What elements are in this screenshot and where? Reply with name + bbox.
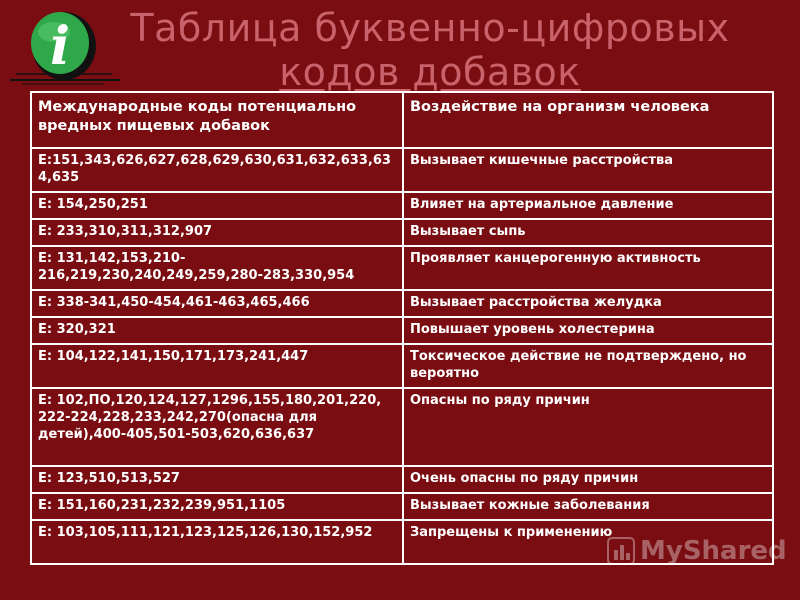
table-row (31, 317, 773, 344)
table-row (31, 219, 773, 246)
cell-codes: Е: 151,160,231,232,239,951,1105 (31, 493, 403, 520)
table-row (31, 246, 773, 290)
title-line-2: кодов добавок (279, 50, 581, 94)
table-row (31, 344, 773, 388)
cell-effect: Влияет на артериальное давление (403, 192, 773, 219)
cell-codes: Е: 338-341,450-454,461-463,465,466 (31, 290, 403, 317)
cell-codes: Е: 123,510,513,527 (31, 466, 403, 493)
page-title (100, 6, 760, 94)
cell-codes: Е: 102,ПО,120,124,127,1296,155,180,201,220, 222-224,228,233,242,270(опасна для детей),400-405,501-503,620,636,637 (31, 388, 403, 466)
myshared-logo-icon (606, 536, 636, 566)
table-row (31, 388, 773, 466)
table-row (31, 148, 773, 192)
cell-effect: Опасны по ряду причин (403, 388, 773, 466)
cell-codes: Е: 131,142,153,210-216,219,230,240,249,259,280-283,330,954 (31, 246, 403, 290)
table-row (31, 290, 773, 317)
table-row (31, 192, 773, 219)
cell-effect: Вызывает кожные заболевания (403, 493, 773, 520)
cell-codes: Е: 320,321 (31, 317, 403, 344)
cell-codes: Е: 104,122,141,150,171,173,241,447 (31, 344, 403, 388)
table-row (31, 466, 773, 493)
table-header-row (31, 92, 773, 148)
cell-codes: Е: 233,310,311,312,907 (31, 219, 403, 246)
cell-effect: Токсическое действие не подтверждено, но вероятно (403, 344, 773, 388)
header-effect: Воздействие на организм человека (403, 92, 773, 148)
cell-effect: Очень опасны по ряду причин (403, 466, 773, 493)
cell-effect: Вызывает сыпь (403, 219, 773, 246)
watermark (606, 536, 787, 566)
cell-effect: Запрещены к применению (403, 520, 773, 564)
cell-effect: Вызывает кишечные расстройства (403, 148, 773, 192)
cell-codes: Е:151,343,626,627,628,629,630,631,632,633,634,635 (31, 148, 403, 192)
cell-codes: Е: 103,105,111,121,123,125,126,130,152,952 (31, 520, 403, 564)
watermark-text: MyShared (640, 536, 787, 566)
cell-codes: Е: 154,250,251 (31, 192, 403, 219)
cell-effect: Проявляет канцерогенную активность (403, 246, 773, 290)
table-row (31, 493, 773, 520)
cell-effect: Вызывает расстройства желудка (403, 290, 773, 317)
svg-text:i: i (50, 16, 70, 77)
cell-effect: Повышает уровень холестерина (403, 317, 773, 344)
title-line-1: Таблица буквенно-цифровых (130, 6, 730, 50)
additive-codes-table (30, 91, 774, 565)
header-codes: Международные коды потенциально вредных пищевых добавок (31, 92, 403, 148)
